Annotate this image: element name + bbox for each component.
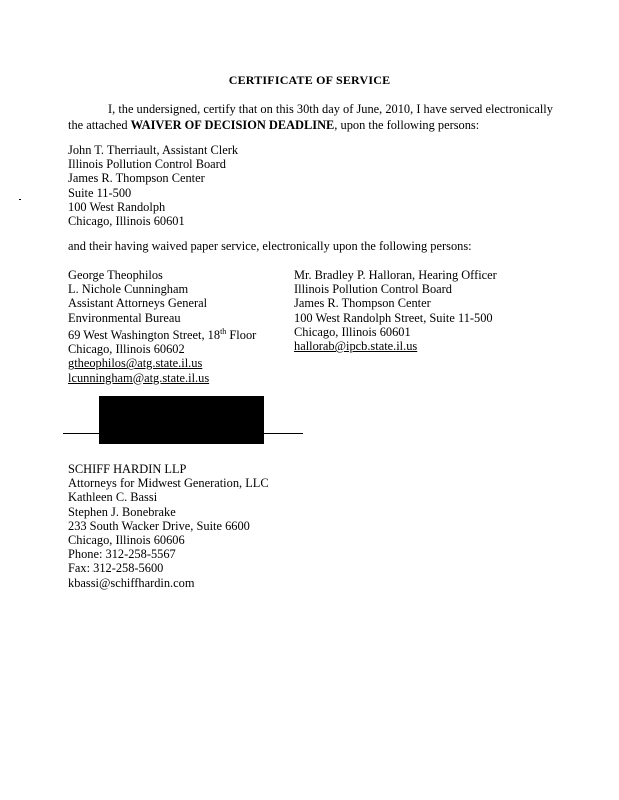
firm-email: kbassi@schiffhardin.com <box>68 575 195 590</box>
email-link[interactable]: hallorab@ipcb.state.il.us <box>294 339 418 354</box>
floor-text: Floor <box>226 327 257 342</box>
document-name: WAIVER OF DECISION DEADLINE <box>130 118 335 132</box>
firm-line: Chicago, Illinois 60606 <box>68 533 185 548</box>
left-service-party <box>68 268 256 385</box>
address-line: 100 West Randolph <box>68 199 166 214</box>
party-line: George Theophilos <box>68 268 163 282</box>
redacted-signature <box>99 396 264 444</box>
party-line: Mr. Bradley P. Halloran, Hearing Officer <box>294 268 497 282</box>
recipient-address <box>68 143 238 228</box>
address-line: Suite 11-500 <box>68 185 132 200</box>
email-link[interactable]: lcunningham@atg.state.il.us <box>68 370 210 385</box>
email-link[interactable]: gtheophilos@atg.state.il.us <box>68 356 203 371</box>
firm-line: Fax: 312-258-5600 <box>68 561 164 576</box>
certification-paragraph <box>68 101 558 133</box>
party-line: Assistant Attorneys General <box>68 296 208 311</box>
address-line: Chicago, Illinois 60601 <box>68 214 185 229</box>
right-service-party <box>294 268 497 353</box>
firm-line: Phone: 312-258-5567 <box>68 547 176 562</box>
document-title: CERTIFICATE OF SERVICE <box>228 73 391 87</box>
street-text: 69 West Washington Street, 18 <box>68 327 221 342</box>
ordinal-suffix: th <box>220 326 227 336</box>
party-line: L. Nichole Cunningham <box>68 282 189 297</box>
party-line: Chicago, Illinois 60601 <box>294 324 411 339</box>
firm-line: Stephen J. Bonebrake <box>68 504 176 519</box>
firm-line: 233 South Wacker Drive, Suite 6600 <box>68 518 250 533</box>
firm-line: SCHIFF HARDIN LLP <box>68 462 187 476</box>
party-line: Illinois Pollution Control Board <box>294 282 452 297</box>
intro-text-1: I, the undersigned, certify that on this 30th day of June, 2010, I have served electronically the attached <box>68 102 553 132</box>
address-line: Illinois Pollution Control Board <box>68 157 226 172</box>
intro-text-2: , upon the following persons: <box>334 118 480 132</box>
waived-service-text: and their having waived paper service, electronically upon the following persons: <box>68 239 472 253</box>
stray-mark <box>19 199 21 200</box>
street-line <box>68 325 256 342</box>
party-line: Chicago, Illinois 60602 <box>68 342 185 357</box>
party-line: Environmental Bureau <box>68 310 181 325</box>
party-line: James R. Thompson Center <box>294 296 431 311</box>
party-line: 100 West Randolph Street, Suite 11-500 <box>294 310 493 325</box>
firm-signature-block <box>68 462 269 590</box>
firm-line: Kathleen C. Bassi <box>68 490 158 505</box>
address-line: John T. Therriault, Assistant Clerk <box>68 143 239 157</box>
address-line: James R. Thompson Center <box>68 171 205 186</box>
firm-line: Attorneys for Midwest Generation, LLC <box>68 476 269 491</box>
